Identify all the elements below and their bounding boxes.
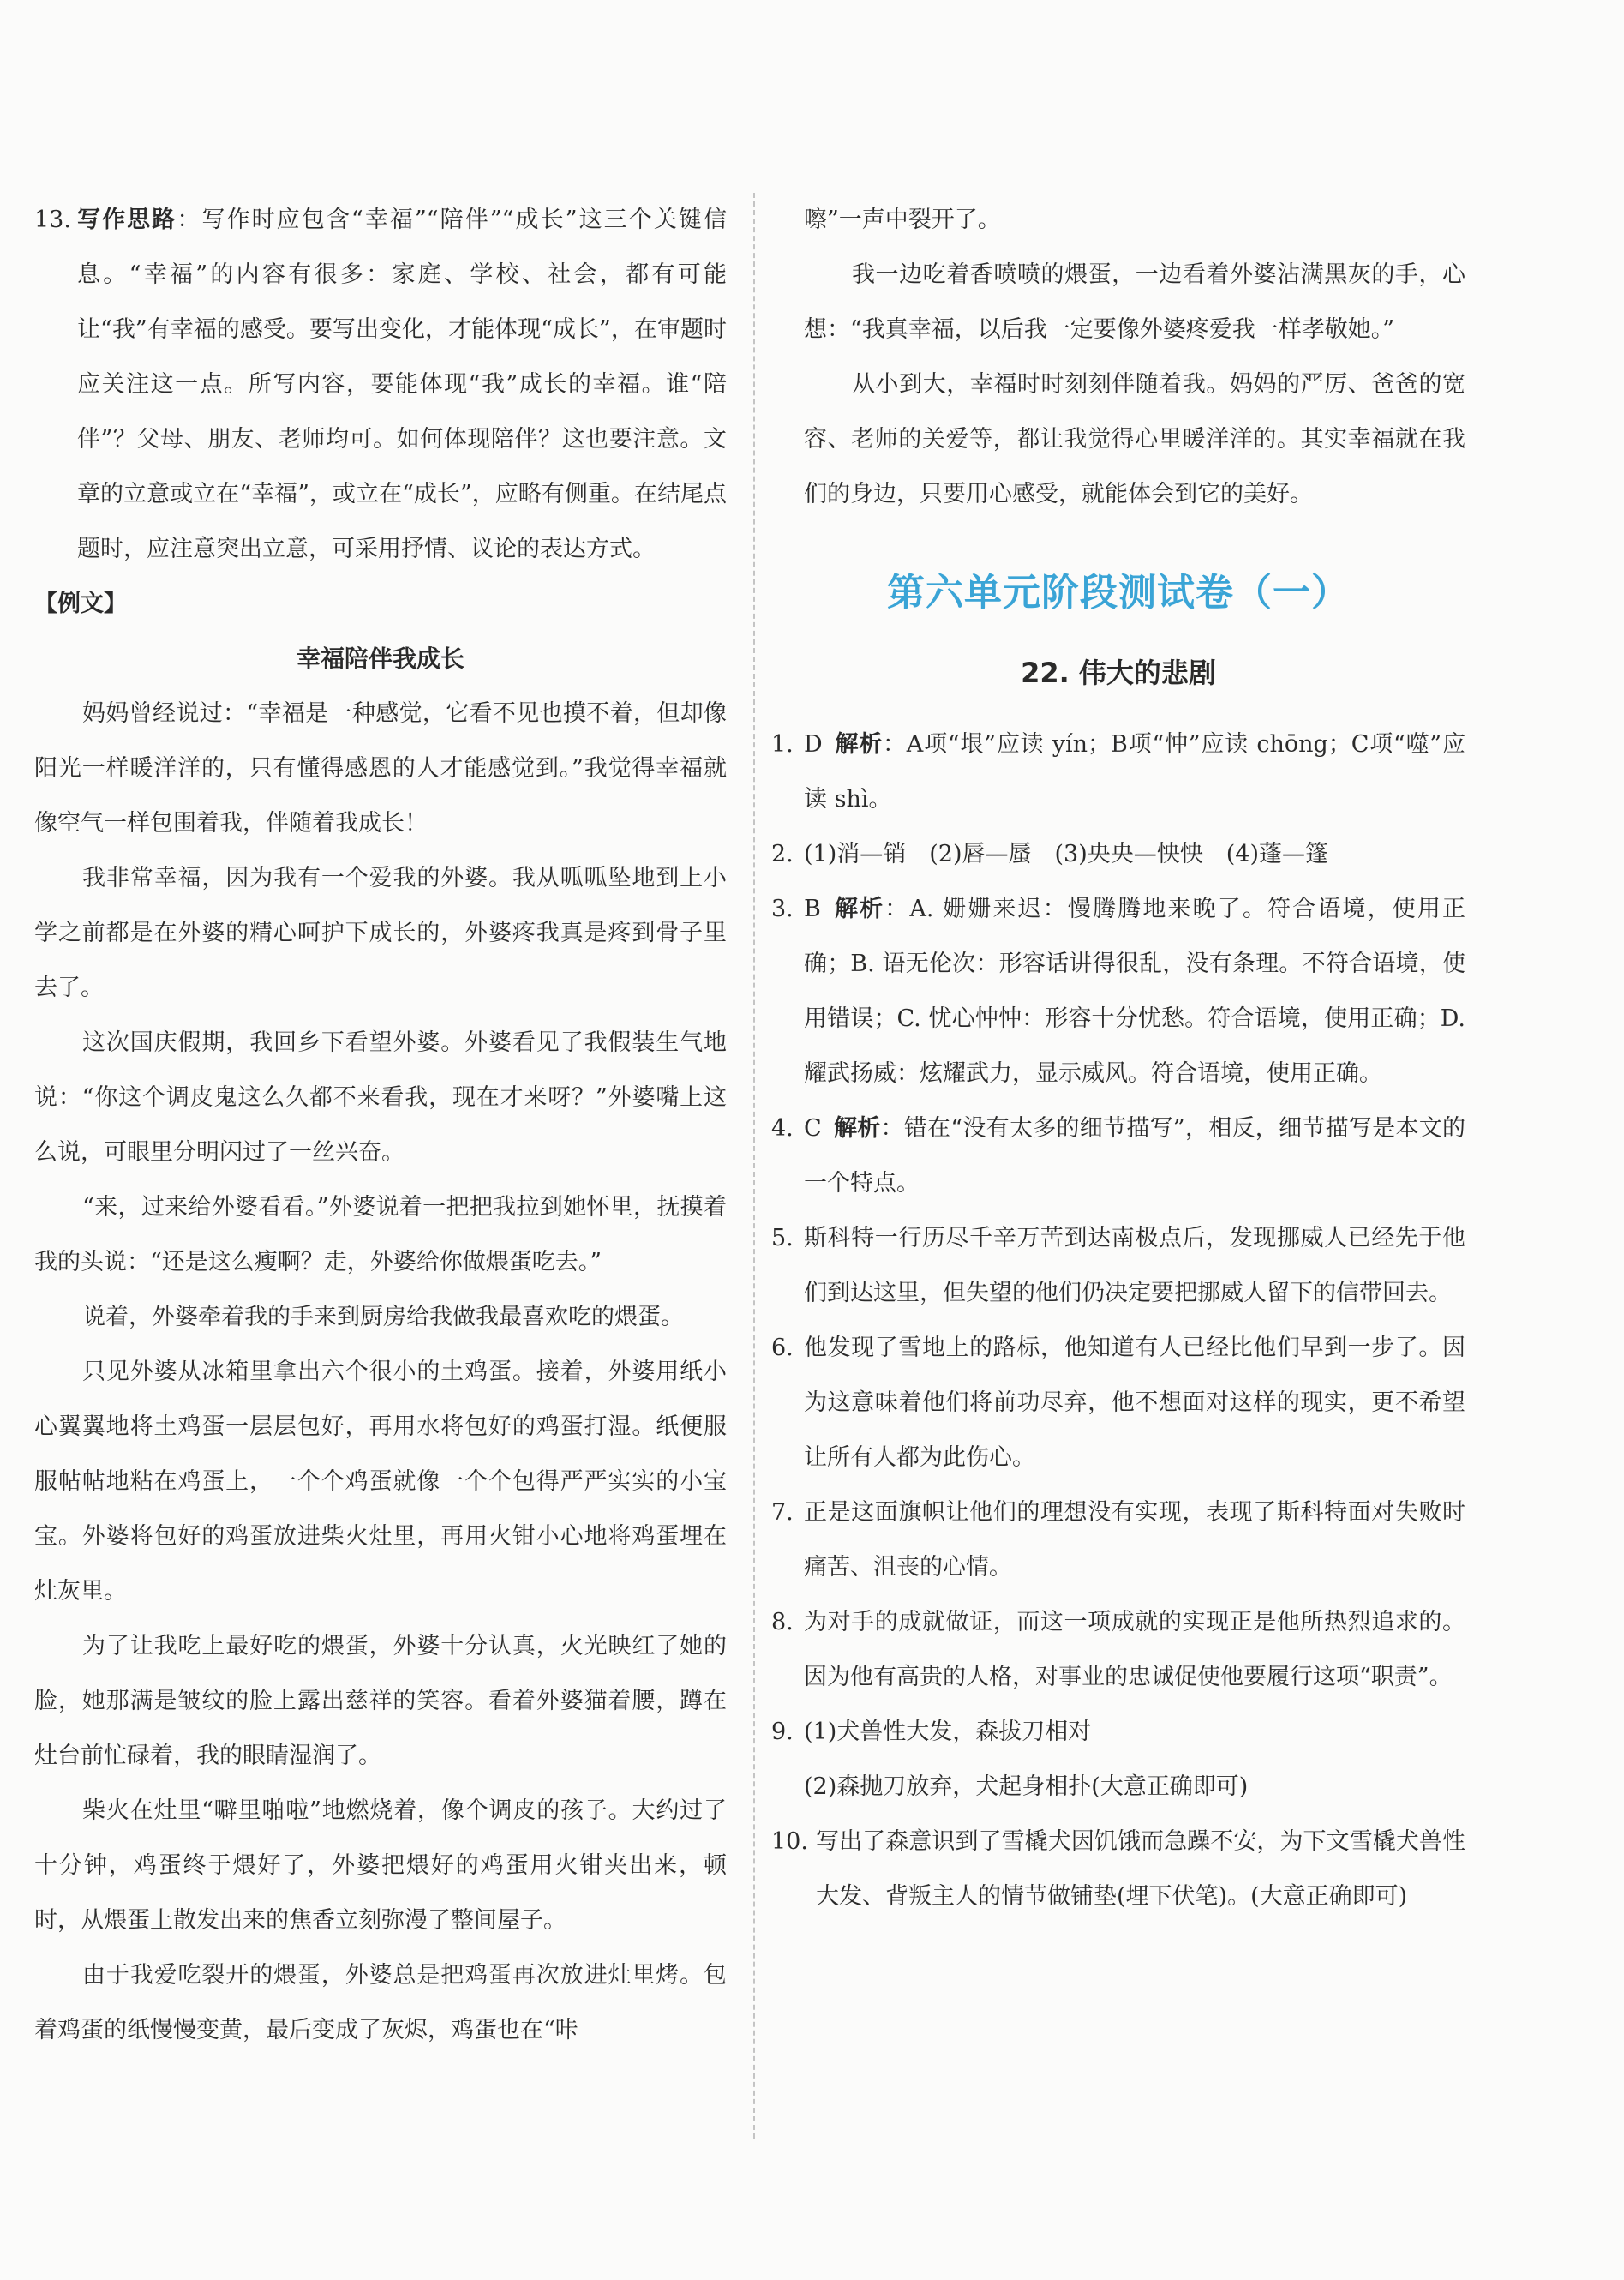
answer-item — [771, 1101, 1465, 1211]
column-divider — [753, 193, 755, 2139]
answer-analysis-label: 解析 — [834, 731, 884, 758]
answer-letter: B — [804, 896, 821, 922]
answer-text: 为对手的成就做证，而这一项成就的实现正是他所热烈追求的。因为他有高贵的人格，对事业的忠诚促使他要履行这项“职责”。 — [804, 1609, 1465, 1690]
answer-number: 6. — [771, 1335, 794, 1361]
answer-number: 8. — [771, 1609, 794, 1635]
essay-paragraph: 我非常幸福，因为我有一个爱我的外婆。我从呱呱坠地到上小学之前都是在外婆的精心呵护下成长的，外婆疼我真是疼到骨子里去了。 — [34, 865, 727, 1001]
answer-text: 斯科特一行历尽千辛万苦到达南极点后，发现挪威人已经先于他们到达这里，但失望的他们仍决定要把挪威人留下的信带回去。 — [804, 1225, 1465, 1306]
answer-text: ：A项“垠”应读 yín；B项“忡”应读 chōng；C项“噬”应读 shì。 — [804, 731, 1465, 813]
answer-13 — [34, 193, 727, 577]
answer-number: 4. — [771, 1115, 794, 1142]
answer-item — [771, 1705, 1465, 1760]
essay-paragraph: 柴火在灶里“噼里啪啦”地燃烧着，像个调皮的孩子。大约过了十分钟，鸡蛋终于煨好了，外婆把煨好的鸡蛋用火钳夹出来，顿时，从煨蛋上散发出来的焦香立刻弥漫了整间屋子。 — [34, 1797, 727, 1934]
answer-letter: D — [804, 731, 823, 758]
answer-item — [771, 1815, 1465, 1924]
answer-text: 他发现了雪地上的路标，他知道有人已经比他们早到一步了。因为这意味着他们将前功尽弃，他不想面对这样的现实，更不希望让所有人都为此伤心。 — [804, 1335, 1465, 1471]
answer-13-number: 13. — [34, 207, 71, 233]
answer-number: 10. — [771, 1828, 808, 1855]
answer-9-sub: (2)森抛刀放弃，犬起身相扑(大意正确即可) — [804, 1773, 1249, 1800]
answer-number: 2. — [771, 841, 794, 867]
answer-text: (1)犬兽性大发，森拔刀相对 — [804, 1719, 1092, 1745]
answer-analysis-label: 解析 — [832, 896, 885, 922]
essay-paragraph: 我一边吃着香喷喷的煨蛋，一边看着外婆沾满黑灰的手，心想：“我真幸福，以后我一定要像外婆疼爱我一样孝敬她。” — [804, 261, 1465, 343]
right-column — [771, 193, 1465, 1924]
answer-item — [771, 1595, 1465, 1705]
answer-13-text: ：写作时应包含“幸福”“陪伴”“成长”这三个关键信息。“幸福”的内容有很多：家庭、学校、社会，都有可能让“我”有幸福的感受。要写出变化，才能体现“成长”，在审题时应关注这一点。所写内容，要能体现“我”成长的幸福。谁“陪伴”？父母、朋友、老师均可。如何体现陪伴？这也要注意。文章的立意或立在“幸福”，或立在“成长”，应略有侧重。在结尾点题时，应注意突出立意，可采用抒情、议论的表达方式。 — [77, 207, 727, 562]
answer-item — [771, 827, 1465, 882]
answer-number: 3. — [771, 896, 794, 922]
answer-item — [771, 882, 1465, 1101]
essay-paragraph: 这次国庆假期，我回乡下看望外婆。外婆看见了我假装生气地说：“你这个调皮鬼这么久都不来看我，现在才来呀？”外婆嘴上这么说，可眼里分明闪过了一丝兴奋。 — [34, 1029, 727, 1166]
answer-number: 5. — [771, 1225, 794, 1251]
left-column — [34, 193, 727, 2058]
answer-text: ：错在“没有太多的细节描写”，相反，细节描写是本文的一个特点。 — [804, 1115, 1465, 1197]
essay-paragraph: “来，过来给外婆看看。”外婆说着一把把我拉到她怀里，抚摸着我的头说：“还是这么瘦啊？走，外婆给你做煨蛋吃去。” — [34, 1194, 727, 1275]
answer-text: 写出了森意识到了雪橇犬因饥饿而急躁不安，为下文雪橇犬兽性大发、背叛主人的情节做铺垫(埋下伏笔)。(大意正确即可) — [816, 1828, 1465, 1910]
answer-item — [771, 1485, 1465, 1595]
answer-item — [771, 717, 1465, 827]
essay-paragraph: 由于我爱吃裂开的煨蛋，外婆总是把鸡蛋再次放进灶里烤。包着鸡蛋的纸慢慢变黄，最后变成了灰烬，鸡蛋也在“咔 — [34, 1962, 727, 2043]
answer-letter: C — [804, 1115, 822, 1142]
unit-title: 第六单元阶段测试卷（一） — [887, 571, 1350, 615]
lesson-title: 22. 伟大的悲剧 — [1021, 657, 1216, 689]
essay-title: 幸福陪伴我成长 — [296, 645, 464, 673]
answer-text: (1)消—销 (2)唇—蜃 (3)央央—怏怏 (4)蓬—篷 — [804, 841, 1328, 867]
essay-continued: 嚓”一声中裂开了。 — [804, 207, 1001, 233]
example-label: 【例文】 — [34, 591, 127, 617]
answer-item — [771, 1211, 1465, 1321]
essay-paragraph: 为了让我吃上最好吃的煨蛋，外婆十分认真，火光映红了她的脸，她那满是皱纹的脸上露出慈祥的笑容。看着外婆猫着腰，蹲在灶台前忙碌着，我的眼睛湿润了。 — [34, 1633, 727, 1769]
answer-text: ：A. 姗姗来迟：慢腾腾地来晚了。符合语境，使用正确；B. 语无伦次：形容话讲得很乱，没有条理。不符合语境，使用错误；C. 忧心忡忡：形容十分忧愁。符合语境，使用正确；D. 耀武扬威：炫耀武力，显示威风。符合语境，使用正确。 — [804, 896, 1465, 1087]
answer-number: 1. — [771, 731, 794, 758]
answer-analysis-label: 解析 — [833, 1115, 881, 1142]
essay-paragraph: 只见外婆从冰箱里拿出六个很小的土鸡蛋。接着，外婆用纸小心翼翼地将土鸡蛋一层层包好，再用水将包好的鸡蛋打湿。纸便服服帖帖地粘在鸡蛋上，一个个鸡蛋就像一个个包得严严实实的小宝宝。外婆将包好的鸡蛋放进柴火灶里，再用火钳小心地将鸡蛋埋在灶灰里。 — [34, 1359, 727, 1605]
answer-number: 9. — [771, 1719, 794, 1745]
essay-paragraph: 妈妈曾经说过：“幸福是一种感觉，它看不见也摸不着，但却像阳光一样暖洋洋的，只有懂得感恩的人才能感觉到。”我觉得幸福就像空气一样包围着我，伴随着我成长！ — [34, 700, 727, 837]
answer-13-label: 写作思路 — [77, 207, 177, 233]
answer-number: 7. — [771, 1499, 794, 1526]
answer-item — [771, 1321, 1465, 1485]
essay-paragraph: 说着，外婆牵着我的手来到厨房给我做我最喜欢吃的煨蛋。 — [82, 1304, 684, 1330]
essay-paragraph: 从小到大，幸福时时刻刻伴随着我。妈妈的严厉、爸爸的宽容、老师的关爱等，都让我觉得心里暖洋洋的。其实幸福就在我们的身边，只要用心感受，就能体会到它的美好。 — [804, 371, 1465, 507]
answer-text: 正是这面旗帜让他们的理想没有实现，表现了斯科特面对失败时痛苦、沮丧的心情。 — [804, 1499, 1465, 1581]
